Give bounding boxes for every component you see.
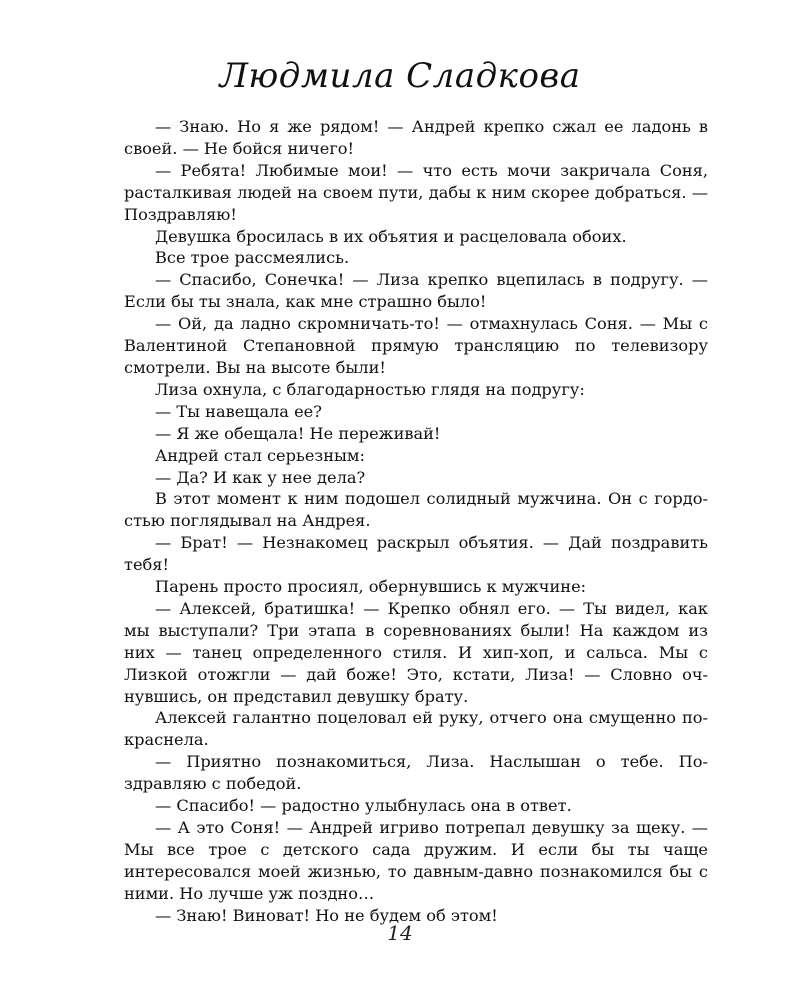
page-number: 14 <box>387 921 413 945</box>
paragraph: — Алексей, братишка! — Крепко обнял его. — Ты видел, как мы выступали? Три этапа в соревнованиях были! На каждом из них — танец определенного стиля. И хип-хоп, и сальса. Мы с Лизкой отожгли — дай боже! Это, кстати, Лиза! — Словно очнувшись, он представил девушку брату. <box>124 598 708 706</box>
paragraph: — Знаю. Но я же рядом! — Андрей крепко сжал ее ладонь в своей. — Не бойся ничего! <box>124 117 708 158</box>
paragraph: — Ой, да ладно скромничать-то! — отмахнулась Соня. — Мы с Валентиной Степановной прямую трансляцию по телевизору смотрели. Вы на высоте были! <box>124 314 708 377</box>
paragraph: Алексей галантно поцеловал ей руку, отчего она смущенно покраснела. <box>124 708 708 750</box>
paragraph: Андрей стал серьезным: <box>155 445 365 465</box>
paragraph: Парень просто просиял, обернувшись к мужчине: <box>155 577 587 597</box>
paragraph: Лиза охнула, с благодарностью глядя на подругу: <box>155 379 585 399</box>
paragraph: — А это Соня! — Андрей игриво потрепал девушку за щеку. — Мы все трое с детского сада дружим. И если бы ты чаще интересовался моей жизнью, то давным-давно познакомился бы с ними. Но лучше уж поздно… <box>124 818 708 903</box>
body-text <box>124 116 708 927</box>
paragraph: — Да? И как у нее дела? <box>155 467 366 487</box>
paragraph: Девушка бросилась в их объятия и расцеловала обоих. <box>155 226 627 246</box>
paragraph: — Ребята! Любимые мои! — что есть мочи закричала Соня, расталкивая людей на своем пути, дабы к ним скорее добраться. — Поздравляю! <box>124 160 708 224</box>
paragraph: В этот момент к ним подошел солидный мужчина. Он с гордостью поглядывал на Андрея. <box>124 489 708 531</box>
paragraph: — Приятно познакомиться, Лиза. Наслышан о тебе. Поздравляю с победой. <box>124 752 708 794</box>
paragraph: — Брат! — Незнакомец раскрыл объятия. — Дай поздравить тебя! <box>124 533 708 575</box>
paragraph: — Спасибо! — радостно улыбнулась она в ответ. <box>155 796 572 816</box>
paragraph: — Спасибо, Сонечка! — Лиза крепко вцепилась в подругу. — Если бы ты знала, как мне страшно было! <box>124 270 708 312</box>
paragraph: — Знаю! Виноват! Но не будем об этом! <box>155 905 498 925</box>
paragraph: Все трое рассмеялись. <box>155 248 350 268</box>
paragraph: — Я же обещала! Не переживай! <box>155 423 441 443</box>
paragraph: — Ты навещала ее? <box>155 401 322 421</box>
running-head-author: Людмила Сладкова <box>219 56 581 96</box>
